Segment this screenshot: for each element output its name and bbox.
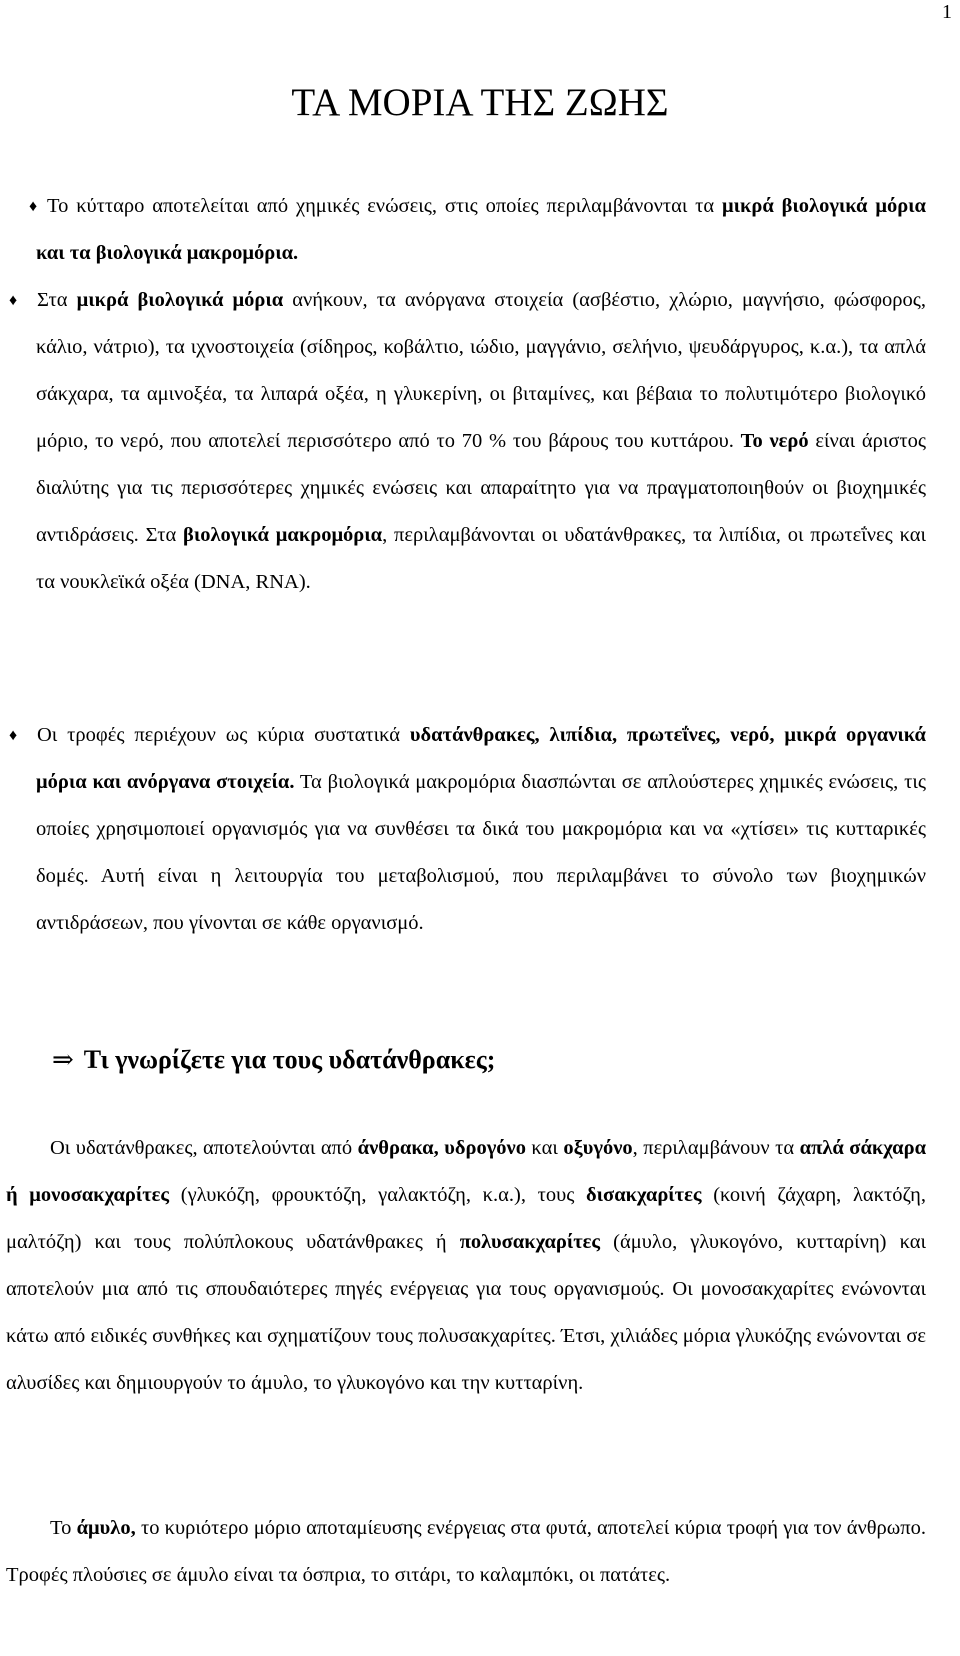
double-arrow-right-icon: ⇒ (52, 1045, 74, 1074)
document-title: ΤΑ ΜΟΡΙΑ ΤΗΣ ΖΩΗΣ (291, 81, 669, 124)
text-run: (γλυκόζη, φρουκτόζη, γαλακτόζη, κ.α.), τους (169, 1184, 587, 1206)
text-run: το κυριότερο μόριο αποταμίευσης ενέργειας στα φυτά, αποτελεί κύρια τροφή για τον άνθρωπο. Τροφές πλούσιες σε άμυλο είναι τα όσπρια, το σιτάρι, το καλαμπόκι, οι πατάτες. (6, 1517, 926, 1586)
text-run: είναι άριστος διαλύτης για τις περισσότερες χημικές ενώσεις και απαραίτητο για να πραγματοποιηθούν οι βιοχημικές αντιδράσεις. Στα (36, 430, 927, 546)
text-run: ανήκουν, τα ανόργανα στοιχεία (ασβέστιο, χλώριο, μαγνήσιο, φώσφορος, κάλιο, νάτριο), τα ιχνοστοιχεία (σίδηρος, κοβάλτιο, ιώδιο, μαγγάνιο, σελήνιο, ψευδάργυρος, κ.α.), τα απλά σάκχαρα, τα αμινοξέα, τα λιπαρά οξέα, η γλυκερίνη, οι βιταμίνες, και βέβαια το πολυτιμότερο βιολογικό μόριο, το νερό, που αποτελεί περισσότερο από το 70 % του βάρους του κυττάρου. (36, 289, 926, 452)
section-heading (52, 1040, 495, 1080)
text-run: Οι τροφές περιέχουν ως κύρια συστατικά (37, 724, 410, 746)
text-run: , περιλαμβάνονται οι υδατάνθρακες, τα λιπίδια, οι πρωτεΐνες και τα νουκλεϊκά οξέα (DNA, RNA). (36, 524, 926, 593)
text-run: Οι υδατάνθρακες, αποτελούνται από (50, 1137, 358, 1159)
text-run: Στα (37, 289, 77, 311)
text-run: Το κύτταρο αποτελείται από χημικές ενώσεις, στις οποίες περιλαμβάνονται τα (47, 195, 722, 217)
bullet-paragraph-2 (9, 277, 927, 606)
bold-text-run: μικρά βιολογικά μόρια και τα βιολογικά μακρομόρια. (36, 195, 926, 264)
bold-text-run: βιολογικά μακρομόρια (183, 524, 383, 546)
bold-text-run: υδατάνθρακες, λιπίδια, πρωτεΐνες, νερό, μικρά οργανικά μόρια και ανόργανα στοιχεία. (36, 724, 926, 793)
text-run: Το (50, 1517, 77, 1539)
bold-text-run: άνθρακα, υδρογόνο (357, 1137, 526, 1159)
bold-text-run: πολυσακχαρίτες (459, 1231, 601, 1253)
page-number: 1 (942, 1, 952, 23)
text-run: Τα βιολογικά μακρομόρια διασπώνται σε απλούστερες χημικές ενώσεις, τις οποίες χρησιμοποιεί οργανισμός για να συνθέσει τα δικά του μακρομόρια και να «χτίσει» τις κυτταρικές δομές. Αυτή είναι η λειτουργία του μεταβολισμού, που περιλαμβάνει το σύνολο των βιοχημικών αντιδράσεων, που γίνονται σε κάθε οργανισμό. (36, 771, 926, 934)
text-run: και (525, 1137, 564, 1159)
text-run: (άμυλο, γλυκογόνο, κυτταρίνη) και αποτελούν μια από τις σπουδαιότερες πηγές ενέργειας για τους οργανισμούς. Οι μονοσακχαρίτες ενώνονται κάτω από ειδικές συνθήκες και σχηματίζουν τους πολυσακχαρίτες. Έτσι, χιλιάδες μόρια γλυκόζης ενώνονται σε αλυσίδες και δημιουργούν το άμυλο, το γλυκογόνο και την κυτταρίνη. (6, 1231, 926, 1394)
bold-text-run: μικρά βιολογικά μόρια (76, 289, 284, 311)
bullet-paragraph-3 (9, 712, 926, 947)
diamond-bullet-icon: ♦ (29, 198, 38, 215)
bullet-1-text (36, 195, 926, 264)
bold-text-run: δισακχαρίτες (586, 1184, 702, 1206)
carbohydrates-paragraph (6, 1125, 926, 1407)
diamond-bullet-icon: ♦ (9, 292, 18, 309)
bullet-paragraph-1 (29, 183, 926, 277)
section-heading-text: Τι γνωρίζετε για τους υδατάνθρακες; (83, 1045, 496, 1074)
diamond-bullet-icon: ♦ (9, 727, 18, 744)
bold-text-run: οξυγόνο (563, 1137, 633, 1159)
bullet-2-text (36, 289, 926, 593)
starch-paragraph (6, 1505, 926, 1599)
bold-text-run: Το νερό (740, 430, 809, 452)
bold-text-run: άμυλο, (76, 1517, 136, 1539)
bullet-3-text (36, 724, 926, 934)
text-run: , περιλαμβάνουν τα (632, 1137, 800, 1159)
text-run: (κοινή ζάχαρη, λακτόζη, μαλτόζη) και τους πολύπλοκους υδατάνθρακες ή (6, 1184, 926, 1253)
bold-text-run: απλά σάκχαρα ή μονοσακχαρίτες (6, 1137, 927, 1206)
